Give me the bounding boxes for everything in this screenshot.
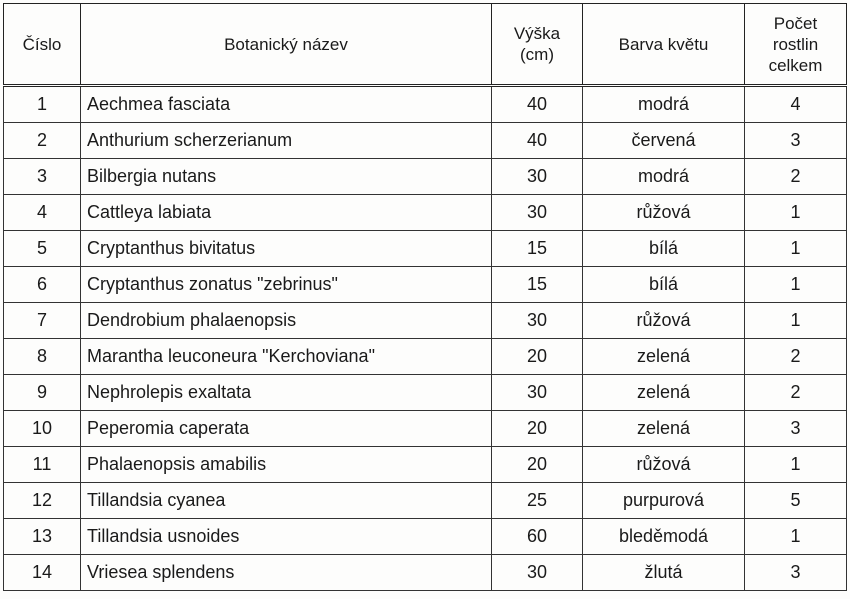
cell-flower-color: zelená <box>583 411 745 447</box>
cell-height: 15 <box>492 267 583 303</box>
cell-plant-count: 1 <box>745 195 847 231</box>
cell-height: 20 <box>492 411 583 447</box>
cell-flower-color: zelená <box>583 339 745 375</box>
header-height-unit: (cm) <box>520 45 554 64</box>
cell-flower-color: červená <box>583 123 745 159</box>
cell-height: 30 <box>492 375 583 411</box>
header-row <box>4 4 847 86</box>
table-row <box>4 267 847 303</box>
cell-botanical-name: Bilbergia nutans <box>81 159 492 195</box>
cell-plant-count: 2 <box>745 375 847 411</box>
cell-height: 25 <box>492 483 583 519</box>
plants-table <box>3 3 847 591</box>
table-row <box>4 519 847 555</box>
cell-flower-color: bílá <box>583 231 745 267</box>
cell-plant-count: 3 <box>745 123 847 159</box>
table-body <box>4 86 847 591</box>
cell-plant-count: 1 <box>745 231 847 267</box>
cell-plant-count: 1 <box>745 447 847 483</box>
cell-flower-color: modrá <box>583 86 745 123</box>
cell-height: 20 <box>492 447 583 483</box>
cell-number: 3 <box>4 159 81 195</box>
cell-flower-color: žlutá <box>583 555 745 591</box>
cell-height: 40 <box>492 86 583 123</box>
cell-plant-count: 1 <box>745 519 847 555</box>
cell-plant-count: 1 <box>745 303 847 339</box>
header-botanical-name <box>81 4 492 86</box>
cell-number: 13 <box>4 519 81 555</box>
table-row <box>4 195 847 231</box>
cell-botanical-name: Dendrobium phalaenopsis <box>81 303 492 339</box>
table-row <box>4 447 847 483</box>
cell-height: 60 <box>492 519 583 555</box>
cell-flower-color: růžová <box>583 447 745 483</box>
cell-flower-color: bílá <box>583 267 745 303</box>
cell-flower-color: bleděmodá <box>583 519 745 555</box>
cell-botanical-name: Anthurium scherzerianum <box>81 123 492 159</box>
cell-height: 30 <box>492 159 583 195</box>
cell-botanical-name: Peperomia caperata <box>81 411 492 447</box>
table-row <box>4 483 847 519</box>
cell-botanical-name: Phalaenopsis amabilis <box>81 447 492 483</box>
cell-botanical-name: Tillandsia cyanea <box>81 483 492 519</box>
cell-botanical-name: Aechmea fasciata <box>81 86 492 123</box>
table-row <box>4 339 847 375</box>
header-count-line2: rostlin <box>772 34 819 54</box>
cell-height: 20 <box>492 339 583 375</box>
header-count-line1: Počet <box>773 13 818 33</box>
cell-number: 5 <box>4 231 81 267</box>
table-row <box>4 411 847 447</box>
cell-flower-color: purpurová <box>583 483 745 519</box>
header-flower-color-label: Barva květu <box>618 34 709 54</box>
cell-height: 30 <box>492 555 583 591</box>
table-row <box>4 86 847 123</box>
cell-plant-count: 2 <box>745 159 847 195</box>
cell-plant-count: 5 <box>745 483 847 519</box>
cell-number: 6 <box>4 267 81 303</box>
cell-number: 9 <box>4 375 81 411</box>
cell-plant-count: 2 <box>745 339 847 375</box>
header-number-label: Číslo <box>22 34 62 54</box>
table-header <box>4 4 847 86</box>
header-height-label: Výška <box>513 24 561 43</box>
cell-number: 12 <box>4 483 81 519</box>
cell-flower-color: růžová <box>583 303 745 339</box>
table-row <box>4 159 847 195</box>
cell-botanical-name: Vriesea splendens <box>81 555 492 591</box>
table-row <box>4 123 847 159</box>
header-number <box>4 4 81 86</box>
cell-flower-color: modrá <box>583 159 745 195</box>
cell-number: 8 <box>4 339 81 375</box>
table-row <box>4 555 847 591</box>
table-row <box>4 231 847 267</box>
cell-number: 2 <box>4 123 81 159</box>
cell-height: 40 <box>492 123 583 159</box>
header-botanical-name-label: Botanický název <box>224 34 348 54</box>
cell-flower-color: zelená <box>583 375 745 411</box>
cell-botanical-name: Nephrolepis exaltata <box>81 375 492 411</box>
cell-botanical-name: Tillandsia usnoides <box>81 519 492 555</box>
table-row <box>4 375 847 411</box>
header-plant-count <box>745 4 847 86</box>
cell-number: 10 <box>4 411 81 447</box>
cell-flower-color: růžová <box>583 195 745 231</box>
header-count-line3: celkem <box>768 55 823 75</box>
cell-plant-count: 3 <box>745 555 847 591</box>
cell-number: 4 <box>4 195 81 231</box>
cell-number: 7 <box>4 303 81 339</box>
cell-height: 30 <box>492 303 583 339</box>
cell-height: 30 <box>492 195 583 231</box>
cell-plant-count: 1 <box>745 267 847 303</box>
cell-number: 14 <box>4 555 81 591</box>
cell-height: 15 <box>492 231 583 267</box>
cell-botanical-name: Cattleya labiata <box>81 195 492 231</box>
cell-botanical-name: Marantha leuconeura "Kerchoviana" <box>81 339 492 375</box>
cell-plant-count: 4 <box>745 86 847 123</box>
cell-plant-count: 3 <box>745 411 847 447</box>
cell-number: 1 <box>4 86 81 123</box>
header-height <box>492 4 583 86</box>
cell-number: 11 <box>4 447 81 483</box>
cell-botanical-name: Cryptanthus bivitatus <box>81 231 492 267</box>
table-row <box>4 303 847 339</box>
cell-botanical-name: Cryptanthus zonatus "zebrinus" <box>81 267 492 303</box>
header-flower-color <box>583 4 745 86</box>
